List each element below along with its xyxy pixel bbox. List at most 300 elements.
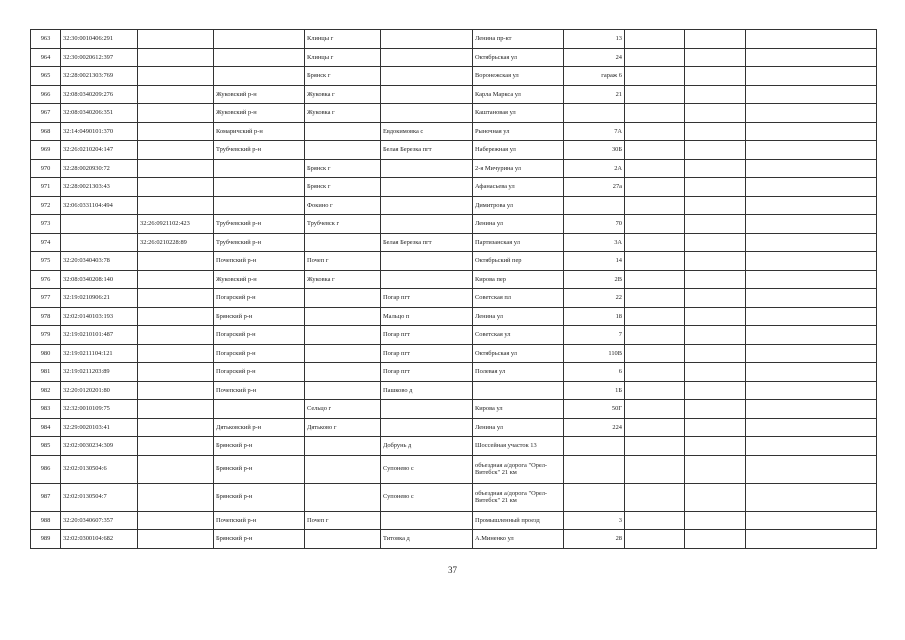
row-number-cell: 973 (31, 215, 61, 234)
table-row (31, 104, 877, 123)
street-cell: Октябрьская ул (473, 48, 564, 67)
house-number-cell: 13 (564, 30, 625, 49)
empty-cell-cell (625, 159, 685, 178)
empty-cell-cell (746, 178, 877, 197)
table-row (31, 289, 877, 308)
city-cell (305, 122, 381, 141)
empty-cell-cell (746, 530, 877, 549)
street-cell: Афанасьева ул (473, 178, 564, 197)
cadastral-number-cell: 32:06:0331104:494 (61, 196, 138, 215)
cadastral-number-cell: 32:02:0030234:309 (61, 437, 138, 456)
empty-cell-cell (625, 289, 685, 308)
district-cell: Жуковский р-н (214, 104, 305, 123)
row-number-cell: 965 (31, 67, 61, 86)
house-number-cell: 24 (564, 48, 625, 67)
empty-cell-cell (625, 215, 685, 234)
empty-cell-cell (685, 48, 746, 67)
table-row (31, 270, 877, 289)
cadastral-number-alt-cell (138, 159, 214, 178)
row-number-cell: 966 (31, 85, 61, 104)
table-row (31, 344, 877, 363)
house-number-cell: 1Б (564, 381, 625, 400)
settlement-cell: Погар пгт (381, 289, 473, 308)
empty-cell-cell (685, 289, 746, 308)
house-number-cell: 30Б (564, 141, 625, 160)
table-row (31, 437, 877, 456)
cadastral-number-alt-cell (138, 455, 214, 483)
street-cell: Карла Маркса ул (473, 85, 564, 104)
row-number-cell: 978 (31, 307, 61, 326)
cadastral-number-cell: 32:08:0340209:276 (61, 85, 138, 104)
empty-cell-cell (625, 344, 685, 363)
table-row (31, 48, 877, 67)
cadastral-number-alt-cell (138, 511, 214, 530)
house-number-cell: 21 (564, 85, 625, 104)
cadastral-number-alt-cell (138, 307, 214, 326)
district-cell: Погарский р-н (214, 344, 305, 363)
city-cell (305, 483, 381, 511)
settlement-cell: Добрунь д (381, 437, 473, 456)
cadastral-number-alt-cell: 32:26:0210228:89 (138, 233, 214, 252)
empty-cell-cell (625, 326, 685, 345)
house-number-cell: 50Г (564, 400, 625, 419)
street-cell: Кирова ул (473, 400, 564, 419)
cadastral-number-cell: 32:02:0130504:7 (61, 483, 138, 511)
cadastral-number-alt-cell (138, 85, 214, 104)
cadastral-number-alt-cell (138, 196, 214, 215)
empty-cell-cell (625, 178, 685, 197)
table-row (31, 326, 877, 345)
empty-cell-cell (746, 363, 877, 382)
row-number-cell: 979 (31, 326, 61, 345)
table-row (31, 363, 877, 382)
cadastral-number-cell: 32:30:0020612:397 (61, 48, 138, 67)
cadastral-number-cell: 32:14:0490101:370 (61, 122, 138, 141)
table-body (31, 30, 877, 549)
empty-cell-cell (746, 326, 877, 345)
empty-cell-cell (625, 418, 685, 437)
empty-cell-cell (746, 344, 877, 363)
cadastral-number-alt-cell (138, 530, 214, 549)
row-number-cell: 963 (31, 30, 61, 49)
cadastral-number-alt-cell (138, 344, 214, 363)
table-row (31, 530, 877, 549)
cadastral-number-cell: 32:19:0211203:89 (61, 363, 138, 382)
empty-cell-cell (685, 141, 746, 160)
empty-cell-cell (746, 483, 877, 511)
district-cell: Погарский р-н (214, 326, 305, 345)
district-cell: Брянский р-н (214, 437, 305, 456)
street-cell: А.Миненко ул (473, 530, 564, 549)
row-number-cell: 980 (31, 344, 61, 363)
district-cell: Брянский р-н (214, 483, 305, 511)
cadastral-number-cell: 32:28:0020930:72 (61, 159, 138, 178)
settlement-cell (381, 400, 473, 419)
street-cell: Советская ул (473, 326, 564, 345)
cadastral-number-cell: 32:28:0021303:43 (61, 178, 138, 197)
empty-cell-cell (746, 307, 877, 326)
settlement-cell: Погар пгт (381, 344, 473, 363)
house-number-cell: 224 (564, 418, 625, 437)
house-number-cell: 14 (564, 252, 625, 271)
district-cell (214, 196, 305, 215)
empty-cell-cell (746, 289, 877, 308)
settlement-cell (381, 215, 473, 234)
street-cell: Димитрова ул (473, 196, 564, 215)
table-row (31, 196, 877, 215)
district-cell: Брянский р-н (214, 455, 305, 483)
empty-cell-cell (625, 381, 685, 400)
empty-cell-cell (625, 67, 685, 86)
cadastral-number-cell (61, 233, 138, 252)
district-cell (214, 48, 305, 67)
house-number-cell: 2А (564, 159, 625, 178)
house-number-cell: 7 (564, 326, 625, 345)
empty-cell-cell (746, 233, 877, 252)
settlement-cell: Титовка д (381, 530, 473, 549)
house-number-cell (564, 455, 625, 483)
cadastral-number-cell: 32:08:0340206:351 (61, 104, 138, 123)
table-row (31, 178, 877, 197)
district-cell: Брянский р-н (214, 530, 305, 549)
settlement-cell (381, 252, 473, 271)
cadastral-number-alt-cell (138, 483, 214, 511)
street-cell: Воронежская ул (473, 67, 564, 86)
house-number-cell: 3А (564, 233, 625, 252)
city-cell: Фокино г (305, 196, 381, 215)
row-number-cell: 970 (31, 159, 61, 178)
row-number-cell: 984 (31, 418, 61, 437)
empty-cell-cell (625, 530, 685, 549)
settlement-cell (381, 30, 473, 49)
street-cell: Каштановая ул (473, 104, 564, 123)
city-cell (305, 530, 381, 549)
cadastral-number-cell: 32:02:0140103:193 (61, 307, 138, 326)
row-number-cell: 986 (31, 455, 61, 483)
cadastral-number-alt-cell (138, 104, 214, 123)
cadastral-number-alt-cell (138, 270, 214, 289)
house-number-cell: 27а (564, 178, 625, 197)
table-row (31, 511, 877, 530)
settlement-cell (381, 159, 473, 178)
table-row (31, 400, 877, 419)
cadastral-number-alt-cell (138, 326, 214, 345)
empty-cell-cell (746, 270, 877, 289)
city-cell: Почеп г (305, 511, 381, 530)
empty-cell-cell (746, 196, 877, 215)
city-cell: Сельцо г (305, 400, 381, 419)
table-row (31, 381, 877, 400)
settlement-cell (381, 67, 473, 86)
empty-cell-cell (625, 252, 685, 271)
empty-cell-cell (625, 307, 685, 326)
city-cell: Клинцы г (305, 30, 381, 49)
empty-cell-cell (746, 48, 877, 67)
city-cell (305, 363, 381, 382)
street-cell: Партизанская ул (473, 233, 564, 252)
settlement-cell: Евдокимовка с (381, 122, 473, 141)
empty-cell-cell (746, 30, 877, 49)
empty-cell-cell (685, 326, 746, 345)
cadastral-number-cell: 32:32:0010109:75 (61, 400, 138, 419)
city-cell (305, 326, 381, 345)
empty-cell-cell (625, 196, 685, 215)
empty-cell-cell (746, 67, 877, 86)
cadastral-number-alt-cell (138, 437, 214, 456)
empty-cell-cell (625, 233, 685, 252)
settlement-cell (381, 511, 473, 530)
row-number-cell: 989 (31, 530, 61, 549)
empty-cell-cell (625, 122, 685, 141)
city-cell: Брянск г (305, 67, 381, 86)
table-row (31, 307, 877, 326)
settlement-cell: Погар пгт (381, 363, 473, 382)
empty-cell-cell (685, 344, 746, 363)
empty-cell-cell (685, 122, 746, 141)
district-cell: Погарский р-н (214, 289, 305, 308)
cadastral-number-cell: 32:28:0021303:769 (61, 67, 138, 86)
empty-cell-cell (746, 122, 877, 141)
row-number-cell: 988 (31, 511, 61, 530)
row-number-cell: 964 (31, 48, 61, 67)
row-number-cell: 985 (31, 437, 61, 456)
empty-cell-cell (625, 511, 685, 530)
empty-cell-cell (746, 252, 877, 271)
cadastral-number-alt-cell (138, 141, 214, 160)
street-cell: Ленина ул (473, 418, 564, 437)
empty-cell-cell (685, 67, 746, 86)
street-cell: Октябрьский пер (473, 252, 564, 271)
empty-cell-cell (746, 85, 877, 104)
city-cell (305, 381, 381, 400)
cadastral-number-alt-cell (138, 363, 214, 382)
house-number-cell (564, 437, 625, 456)
cadastral-number-alt-cell (138, 30, 214, 49)
empty-cell-cell (746, 511, 877, 530)
empty-cell-cell (685, 363, 746, 382)
district-cell (214, 178, 305, 197)
empty-cell-cell (685, 381, 746, 400)
empty-cell-cell (685, 483, 746, 511)
cadastral-number-alt-cell (138, 67, 214, 86)
street-cell: объездная а/дорога "Орел-Витебск" 21 км (473, 483, 564, 511)
table-row (31, 67, 877, 86)
empty-cell-cell (625, 363, 685, 382)
table-row (31, 233, 877, 252)
district-cell: Дятьковский р-н (214, 418, 305, 437)
row-number-cell: 971 (31, 178, 61, 197)
cadastral-number-alt-cell (138, 252, 214, 271)
cadastral-number-alt-cell (138, 418, 214, 437)
street-cell (473, 381, 564, 400)
house-number-cell: 18 (564, 307, 625, 326)
district-cell: Почепский р-н (214, 252, 305, 271)
row-number-cell: 972 (31, 196, 61, 215)
district-cell: Трубчевский р-н (214, 233, 305, 252)
row-number-cell: 974 (31, 233, 61, 252)
row-number-cell: 977 (31, 289, 61, 308)
house-number-cell: 28 (564, 530, 625, 549)
empty-cell-cell (625, 483, 685, 511)
city-cell: Трубчевск г (305, 215, 381, 234)
settlement-cell (381, 418, 473, 437)
house-number-cell: 3 (564, 511, 625, 530)
row-number-cell: 976 (31, 270, 61, 289)
settlement-cell: Супонево с (381, 483, 473, 511)
city-cell (305, 437, 381, 456)
cadastral-number-cell (61, 215, 138, 234)
house-number-cell: 70 (564, 215, 625, 234)
row-number-cell: 968 (31, 122, 61, 141)
empty-cell-cell (685, 307, 746, 326)
row-number-cell: 969 (31, 141, 61, 160)
empty-cell-cell (746, 455, 877, 483)
settlement-cell (381, 48, 473, 67)
empty-cell-cell (685, 30, 746, 49)
empty-cell-cell (746, 400, 877, 419)
empty-cell-cell (685, 252, 746, 271)
street-cell: Набережная ул (473, 141, 564, 160)
city-cell: Дятьково г (305, 418, 381, 437)
cadastral-number-alt-cell (138, 289, 214, 308)
empty-cell-cell (746, 141, 877, 160)
empty-cell-cell (746, 381, 877, 400)
cadastral-number-alt-cell: 32:26:0921102:423 (138, 215, 214, 234)
house-number-cell: 6 (564, 363, 625, 382)
district-cell: Погарский р-н (214, 363, 305, 382)
settlement-cell: Погар пгт (381, 326, 473, 345)
district-cell: Трубчевский р-н (214, 141, 305, 160)
row-number-cell: 987 (31, 483, 61, 511)
city-cell: Почеп г (305, 252, 381, 271)
empty-cell-cell (625, 141, 685, 160)
table-row (31, 252, 877, 271)
table-row (31, 483, 877, 511)
city-cell (305, 141, 381, 160)
row-number-cell: 975 (31, 252, 61, 271)
table-row (31, 215, 877, 234)
row-number-cell: 981 (31, 363, 61, 382)
empty-cell-cell (746, 159, 877, 178)
empty-cell-cell (746, 104, 877, 123)
table-row (31, 418, 877, 437)
cadastral-number-cell: 32:02:0130504:6 (61, 455, 138, 483)
row-number-cell: 983 (31, 400, 61, 419)
empty-cell-cell (685, 270, 746, 289)
cadastral-number-alt-cell (138, 400, 214, 419)
district-cell: Жуковский р-н (214, 85, 305, 104)
district-cell: Брянский р-н (214, 307, 305, 326)
house-number-cell (564, 483, 625, 511)
settlement-cell: Мальцо п (381, 307, 473, 326)
city-cell (305, 233, 381, 252)
table-row (31, 159, 877, 178)
house-number-cell: 2В (564, 270, 625, 289)
empty-cell-cell (685, 215, 746, 234)
house-number-cell: 7А (564, 122, 625, 141)
district-cell: Почепский р-н (214, 381, 305, 400)
empty-cell-cell (685, 233, 746, 252)
empty-cell-cell (685, 530, 746, 549)
table-row (31, 141, 877, 160)
house-number-cell: 110В (564, 344, 625, 363)
street-cell: 2-я Мичурина ул (473, 159, 564, 178)
street-cell: Ленина ул (473, 215, 564, 234)
page-number: 37 (448, 565, 457, 575)
street-cell: Ленина пр-кт (473, 30, 564, 49)
city-cell (305, 307, 381, 326)
empty-cell-cell (746, 437, 877, 456)
empty-cell-cell (625, 85, 685, 104)
address-table (30, 29, 877, 549)
cadastral-number-alt-cell (138, 381, 214, 400)
empty-cell-cell (685, 196, 746, 215)
empty-cell-cell (685, 178, 746, 197)
district-cell: Почепский р-н (214, 511, 305, 530)
district-cell (214, 30, 305, 49)
city-cell: Брянск г (305, 178, 381, 197)
street-cell: Шоссейная участок 13 (473, 437, 564, 456)
table-row (31, 85, 877, 104)
district-cell (214, 159, 305, 178)
empty-cell-cell (625, 455, 685, 483)
empty-cell-cell (625, 104, 685, 123)
cadastral-number-cell: 32:08:0340208:140 (61, 270, 138, 289)
cadastral-number-cell: 32:20:0340607:357 (61, 511, 138, 530)
empty-cell-cell (685, 400, 746, 419)
city-cell: Клинцы г (305, 48, 381, 67)
cadastral-number-cell: 32:26:0210204:147 (61, 141, 138, 160)
street-cell: Советская пл (473, 289, 564, 308)
settlement-cell: Пашково д (381, 381, 473, 400)
house-number-cell (564, 104, 625, 123)
district-cell: Трубчевский р-н (214, 215, 305, 234)
empty-cell-cell (625, 30, 685, 49)
table-row (31, 30, 877, 49)
city-cell: Жуковка г (305, 270, 381, 289)
cadastral-number-cell: 32:19:0210101:487 (61, 326, 138, 345)
empty-cell-cell (685, 104, 746, 123)
empty-cell-cell (625, 48, 685, 67)
cadastral-number-alt-cell (138, 48, 214, 67)
empty-cell-cell (685, 418, 746, 437)
settlement-cell (381, 104, 473, 123)
street-cell: Кирова пер (473, 270, 564, 289)
cadastral-number-cell: 32:29:0020103:41 (61, 418, 138, 437)
empty-cell-cell (625, 270, 685, 289)
street-cell: Промышленный проезд (473, 511, 564, 530)
district-cell (214, 67, 305, 86)
city-cell (305, 455, 381, 483)
empty-cell-cell (685, 85, 746, 104)
house-number-cell: 22 (564, 289, 625, 308)
cadastral-number-cell: 32:02:0300104:682 (61, 530, 138, 549)
street-cell: Октябрьская ул (473, 344, 564, 363)
city-cell (305, 344, 381, 363)
city-cell: Жуковка г (305, 85, 381, 104)
city-cell (305, 289, 381, 308)
settlement-cell (381, 85, 473, 104)
street-cell: Ленина ул (473, 307, 564, 326)
settlement-cell: Супонево с (381, 455, 473, 483)
empty-cell-cell (685, 455, 746, 483)
cadastral-number-cell: 32:20:0120201:80 (61, 381, 138, 400)
street-cell: объездная а/дорога "Орел-Витебск" 21 км (473, 455, 564, 483)
cadastral-number-cell: 32:19:0210906:21 (61, 289, 138, 308)
table-row (31, 455, 877, 483)
settlement-cell (381, 196, 473, 215)
row-number-cell: 982 (31, 381, 61, 400)
